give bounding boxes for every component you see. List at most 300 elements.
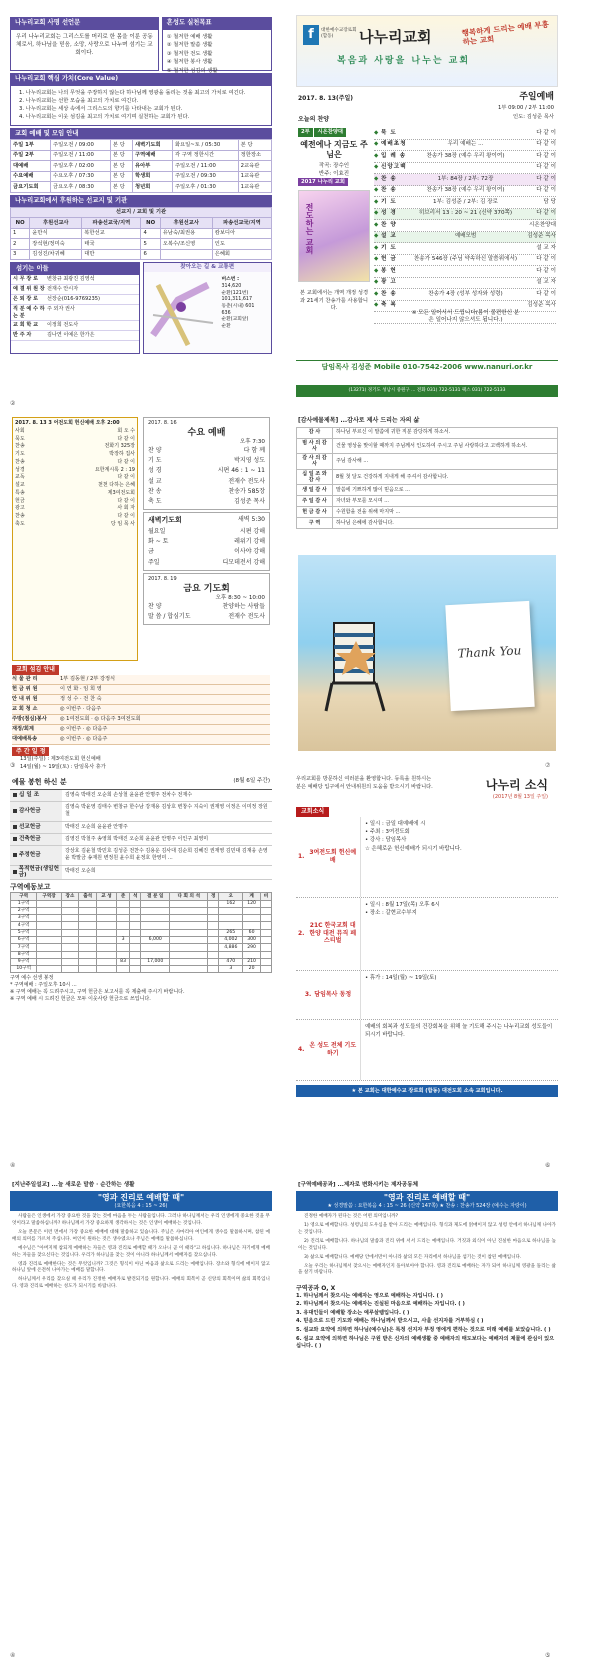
bullet-icon: ◆ [374, 141, 379, 148]
offering-category-label: 주정헌금 [19, 851, 41, 858]
table-cell [117, 966, 130, 973]
order-content: 예배모범 [454, 233, 477, 240]
serving-row [12, 715, 270, 725]
order-leader: 다 같 이 [536, 210, 556, 217]
table-header-cell: 준 [117, 893, 130, 900]
staff-names: 이정희 전도사 [47, 322, 79, 329]
bus-line: 순환 [221, 324, 231, 330]
staff-role: 반 주 자 [13, 332, 32, 339]
service-item: 금 [148, 548, 154, 556]
table-row [297, 427, 558, 438]
table-cell: 주일오후 / 01:30 [172, 182, 238, 193]
offering-category [10, 802, 62, 821]
order-leader: 다 같 이 [536, 290, 556, 297]
service-detail: 시편 46 : 1 ~ 11 [217, 467, 265, 475]
table-cell [260, 937, 271, 944]
table-row [297, 454, 558, 470]
bulletin-page-sermon [10, 1180, 272, 1650]
mission-title: 나누리교회 사명 선언문 [10, 17, 159, 29]
table-cell [61, 951, 79, 958]
service-row [148, 487, 265, 497]
anthem-credits: 작곡: 장수인 반주: 이효진 [318, 163, 350, 177]
table-cell [37, 937, 61, 944]
directions-map [143, 262, 273, 354]
table-cell: 1 [11, 228, 30, 239]
table-cell: 10구역 [11, 966, 37, 973]
table-cell [37, 915, 61, 922]
goal-item: ⑤ 철저한 섬김의 생활 [166, 67, 218, 74]
order-row [374, 289, 556, 301]
serving-row [12, 675, 270, 685]
staff-names: 주 외자 권사 [47, 305, 75, 312]
serving-names: 정 성 수 · 전 찬 숙 [60, 695, 102, 702]
table-cell [170, 907, 208, 914]
service-item: 말 씀 / 합심기도 [148, 612, 191, 620]
table-cell: 4,002 [219, 937, 243, 944]
table-cell [170, 929, 208, 936]
order-item: 찬 양 [381, 221, 397, 228]
table-cell [96, 944, 116, 951]
schedule-row [15, 451, 135, 459]
table-row [11, 966, 272, 973]
church-name: 나누리교회 [359, 28, 432, 46]
table-cell: 470 [219, 958, 243, 965]
table-cell [219, 951, 243, 958]
table-cell [170, 951, 208, 958]
service-row [148, 547, 265, 557]
order-item: 예배초청 [381, 141, 407, 148]
table-cell: 120 [243, 900, 261, 907]
table-cell [243, 922, 261, 929]
table-header-cell: 석 [130, 893, 141, 900]
schedule-item: 설교 [15, 482, 25, 488]
table-cell [141, 944, 170, 951]
news-date: (2017년 8월 13일 주일) [492, 794, 548, 800]
thanks-category: 생 일 감 사 [297, 485, 333, 496]
table-header-cell: NO [11, 218, 30, 229]
order-item: 입 례 송 [381, 152, 407, 159]
news-number: 1. [298, 852, 305, 860]
table-cell [208, 907, 219, 914]
table-header-cell: 파송선교국/지역 [82, 218, 141, 229]
table-cell: 주일오후 / 02:00 [50, 161, 110, 172]
offering-row [10, 866, 272, 881]
schedule-row [15, 505, 135, 513]
offering-category-label: 감사헌금 [19, 807, 41, 814]
staff-names: 전재수 안시자 [47, 285, 79, 292]
table-cell [96, 958, 116, 965]
table-row [11, 239, 272, 250]
table-row [11, 900, 272, 907]
table-cell: 본 당 [110, 161, 132, 172]
table-cell [170, 915, 208, 922]
table-cell: 유아부 [132, 161, 172, 172]
thanks-category: 주 일 감 사 [297, 496, 333, 507]
order-row [374, 140, 556, 152]
table-cell [208, 900, 219, 907]
table-cell: 금요오후 / 08:30 [50, 182, 110, 193]
table-cell [61, 915, 79, 922]
serving-row [12, 695, 270, 705]
order-item: 기 도 [381, 244, 397, 251]
table-cell [79, 907, 97, 914]
service-item: 월요일 [148, 528, 166, 535]
table-cell: 본 당 [238, 140, 271, 151]
church-logo-icon: f [303, 25, 319, 45]
table-cell: 6구역 [11, 937, 37, 944]
lesson-paragraph: 3) 삶으로 예배합니다. 예배당 안에서만이 아니라 삶의 모든 자리에서 하나님을 섬기는 것이 참된 예배입니다. [304, 1254, 522, 1260]
offering-names: 김영숙 박태진 오순희 손상철 윤윤관 안명주 전차수 전재수 [65, 791, 193, 798]
thanks-category: 감 사 [297, 427, 333, 438]
schedule-row [15, 482, 135, 490]
table-cell [117, 922, 130, 929]
order-item: 찬 송 [381, 187, 397, 194]
quiz-item: 1. 하나님께서 찾으시는 예배자는 영으로 예배하는 자입니다. ( ) [296, 1292, 444, 1299]
choir-tag: 2부 [298, 128, 313, 137]
sermon-banner [10, 1191, 272, 1211]
bus-line: 순환(교회앞) [221, 317, 249, 323]
thanks-text: 8월 첫 달도 건강하게 지내게 해 주셔서 감사합니다. [333, 469, 558, 485]
table-cell [130, 966, 141, 973]
schedule-detail: 다 같 이 [117, 513, 135, 519]
offering-names: 김영숙 박윤영 김태수 변창규 한수남 강재용 김상호 변창수 지숙이 권재영 이정은 이미정 장원철 [65, 804, 268, 818]
staff-names: 선장순(016-9769235) [47, 295, 100, 302]
order-leader: 다 같 이 [536, 175, 556, 182]
page-number: ② [10, 400, 16, 407]
order-row [374, 151, 556, 163]
practice-goals [162, 15, 272, 74]
quiz-item: 6. 설교 요약에 의하면 하나님은 구원 받은 신자의 예배생활 중 예배자의 태도보다는 예배자의 제물에 관심이 있으십니다. ( ) [296, 1335, 555, 1350]
table-cell [170, 900, 208, 907]
order-content: 1부: 김성준 / 2부: 김 장로 [433, 198, 498, 205]
table-cell [208, 915, 219, 922]
square-bullet-icon [13, 870, 17, 874]
table-cell [37, 907, 61, 914]
serving-role: 안 내 위 원 [12, 695, 38, 702]
table-cell [37, 958, 61, 965]
offering-category [10, 846, 62, 865]
dawn-time: 새벽 5:30 [238, 516, 265, 524]
mission-statement [10, 15, 159, 71]
table-caption: 선교지 / 교회 및 기관 [11, 207, 272, 218]
offering-row [10, 802, 272, 822]
lesson-head: [구역예배공과] ...제자로 변화시키는 제자공동체 [298, 1182, 418, 1188]
thanks-text: 하나님 부르신 이 말씀에 귀한 직분 감당하게 하소서. [333, 427, 558, 438]
goal-item: ④ 철저한 봉사 생활 [166, 59, 213, 66]
bullet-icon: ◆ [374, 210, 379, 217]
serving-role: 교 회 청 소 [12, 705, 38, 712]
schedule-row [15, 428, 135, 436]
thanks-title: [감사예물제목] ...감사로 제사 드리는 자의 삶 [298, 417, 420, 424]
table-cell [130, 922, 141, 929]
service-row [148, 558, 265, 568]
thanks-category: 감 사 의 감 사 [297, 454, 333, 470]
table-cell: 1교육관 [238, 171, 271, 182]
thanks-text: 자녀와 부모를 모시며 ... [333, 496, 558, 507]
schedule-detail: 당 임 목 사 [110, 520, 135, 527]
news-footer: ★ 본 교회는 대한예수교 장로회 (합동) 대전도회 소속 교회입니다. [296, 1085, 558, 1098]
table-cell [96, 907, 116, 914]
table-cell [141, 951, 170, 958]
bulletin-page-lesson [296, 1180, 558, 1650]
thanks-category: 범 사 의 감 사 [297, 438, 333, 454]
table-cell [208, 937, 219, 944]
table-header-cell: NO [141, 218, 160, 229]
table-header-cell: 정 [208, 893, 219, 900]
mission-text: 우리 나누리교회는 그리스도를 머리로 한 몸을 이룬 공동체로서, 하나님을 믿음, 소망, 사랑으로 나누며 섬기는 교회이다. [16, 33, 153, 57]
table-cell [130, 958, 141, 965]
cover-motto: 복음과 사랑을 나누는 교회 [337, 56, 471, 66]
bus-info [222, 277, 266, 331]
table-cell [79, 922, 97, 929]
offering-names: 박태진 오순희 윤윤관 안명주 [65, 823, 128, 830]
staff-row [11, 295, 139, 305]
friday-prayer [143, 573, 270, 625]
serving-info [12, 665, 270, 772]
table-cell [79, 929, 97, 936]
order-row [374, 128, 556, 140]
sermon-title: "영과 진리로 예배할 때" [97, 1192, 185, 1202]
schedule-detail: 다 같 이 [117, 474, 135, 481]
serving-role: 재정/회계 [12, 725, 34, 732]
order-row [374, 163, 556, 175]
offering-category [10, 790, 62, 801]
news-detail: • 일시 : 금일 대예배에 시 • 주최 : 3여전도회 • 강사 : 담임목사 ☆ 은혜로운 헌신예배가 되시기 바랍니다. [360, 817, 558, 897]
square-bullet-icon [13, 837, 17, 841]
table-row [297, 507, 558, 518]
goal-item: ① 철저한 예배 생활 [166, 33, 213, 40]
table-cell [260, 951, 271, 958]
table-cell [141, 907, 170, 914]
table-row [11, 958, 272, 965]
mission-support-table [10, 207, 272, 261]
table-cell: 6 [141, 249, 160, 260]
table-cell: 김성진/차귀혜 [30, 249, 82, 260]
table-header-row [11, 893, 272, 900]
staff-role: 예 결 위 원 장 [13, 285, 45, 292]
table-row [297, 496, 558, 507]
table-cell: 캄보디아 [212, 228, 271, 239]
news-detail: • 휴가 : 14일(월) ~ 19일(토) [360, 971, 558, 1019]
service-detail: 레위기 강해 [234, 538, 265, 546]
sermon-paragraph: 예수님은 "아버지께 참되게 예배하는 자들은 영과 진리로 예배할 때가 오나니 곧 이 때라"고 하십니다. 하나님은 자기에게 예배하는 자들을 찾으신다는 것입니다. 우리가 하나님을 찾는 것이 아니라 하나님께서 예배자를 찾으십니다. [12, 1245, 270, 1258]
note-line: ※ 구역 예배는 꼭 드려주시고, 구역 헌금은 보고서를 꼭 제출해 주시기 바랍니다. [10, 989, 185, 996]
news-number: 3. [304, 990, 312, 998]
church-address: (13271) 경기도 성남시 중원구 ... 전화 031) 722-5131 팩스 031) 722-5133 [296, 385, 558, 397]
table-cell [61, 900, 79, 907]
table-cell [130, 915, 141, 922]
core-values [10, 85, 272, 126]
table-cell [208, 966, 219, 973]
wed-date: 2017. 8. 16 [148, 420, 177, 426]
schedule-item: 성경 [15, 466, 25, 473]
table-cell [260, 944, 271, 951]
schedule-item: 기도 [15, 451, 25, 457]
order-leader: 다 같 이 [536, 164, 556, 171]
schedule-item: 찬송 [15, 443, 25, 450]
service-row [148, 466, 265, 476]
lesson-paragraph: 1) 영으로 예배합니다. 성령님의 도우심을 받아 드리는 예배입니다. 형식과 제도에 얽매이지 않고 성령 안에서 하나님께 나아가는 것입니다. [298, 1223, 556, 1236]
attendance-table [10, 892, 272, 973]
offering-category-label: 선교헌금 [19, 823, 41, 830]
order-row [374, 186, 556, 198]
table-cell [37, 951, 61, 958]
table-cell: 7구역 [11, 944, 37, 951]
table-cell: 인도 [212, 239, 271, 250]
table-cell: 청년회 [132, 182, 172, 193]
offering-row [10, 822, 272, 834]
table-cell [117, 951, 130, 958]
note-line: ※ 구역 예배 시 드려진 헌금은 모두 이웃사랑 헌금으로 쓰입니다. [10, 996, 151, 1003]
bus-line: 314,620 [221, 283, 242, 289]
year-tag: 2017 나누리 교회 [298, 178, 348, 187]
sermon-ref: (요한복음 4 : 15 ~ 26) [114, 1202, 168, 1209]
offering-row [10, 790, 272, 802]
lesson-ref: ★ 성경말씀 : 요한복음 4 : 15 ~ 26 (신약 147쪽) ★ 찬송 : 찬송가 524장 (예수는 자랑이) [327, 1202, 527, 1209]
table-cell [61, 922, 79, 929]
order-content: 찬송가 38장 (예수 우리 왕이여) [426, 152, 505, 159]
staff-names: 김나연 이예은 한가은 [47, 332, 95, 339]
service-item: 성 경 [148, 467, 162, 475]
table-cell: 2 [11, 239, 30, 250]
table-row [297, 469, 558, 485]
bullet-icon: ◆ [374, 164, 379, 171]
table-row [11, 929, 272, 936]
bullet-icon: ◆ [374, 198, 379, 205]
table-cell: 2교육관 [238, 161, 271, 172]
table-cell: 2구역 [11, 907, 37, 914]
table-cell: 5 [141, 239, 160, 250]
table-cell: 장석현/정미숙 [30, 239, 82, 250]
service-row [148, 477, 265, 487]
serving-info-title: 교회 섬김 안내 [12, 665, 59, 675]
table-cell [141, 929, 170, 936]
order-item: 기 도 [381, 198, 397, 205]
quiz-list [296, 1293, 558, 1351]
schedule-row [15, 459, 135, 467]
table-cell: 290 [243, 944, 261, 951]
table-header-cell: 구역장 [37, 893, 61, 900]
table-cell: 3 [219, 966, 243, 973]
order-leader: 다 같 이 [536, 256, 556, 263]
page-number: ⑦ [545, 762, 551, 769]
thanks-text: 건물 영상을 맞이할 때까지 주님께서 인도하여 주시고 주님 사랑하다고 고백하게 하소서. [333, 438, 558, 454]
service-detail: 다 함 께 [243, 446, 265, 454]
table-cell [243, 951, 261, 958]
bus-line: 순환(121번) [221, 290, 249, 296]
sermon-head: [지난주일설교] ...늘 새로운 말씀 · 순간하는 생활 [12, 1182, 135, 1188]
table-cell [170, 966, 208, 973]
table-cell: 화요일~토 / 05:30 [172, 140, 238, 151]
table-cell: 유남숙/최권용 [160, 228, 212, 239]
table-row [297, 518, 558, 529]
table-cell [208, 922, 219, 929]
table-header-cell: 장소 [61, 893, 79, 900]
table-cell [141, 915, 170, 922]
lesson-body [296, 1211, 558, 1282]
order-content: 찬송가 4장 (성부 성자와 성령) [428, 290, 503, 297]
offering-category [10, 822, 62, 833]
order-leader: 다 같 이 [536, 267, 556, 274]
square-bullet-icon [13, 853, 17, 857]
order-row [374, 278, 556, 290]
table-cell: 주일 2부 [11, 150, 51, 161]
serving-names: ◎ 이번주 · ◎ 다음주 [60, 725, 108, 732]
table-cell [208, 944, 219, 951]
table-row [11, 161, 272, 172]
order-leader: 다 같 이 [536, 152, 556, 159]
table-cell [260, 966, 271, 973]
table-cell [260, 922, 271, 929]
bulletin-page-news [296, 776, 558, 1161]
serving-names: 1부 김동현 / 2부 강정식 [60, 675, 116, 682]
beach-chair-icon [326, 613, 386, 713]
table-cell: 6,000 [141, 937, 170, 944]
staff-role: 은 퇴 장 로 [13, 295, 39, 302]
serving-role: 대예배특송 [12, 735, 38, 742]
bus-line: 101,311,617 [221, 297, 253, 303]
table-cell: 4,886 [219, 944, 243, 951]
thanks-offering-table [296, 427, 558, 530]
core-values-title: 나누리교회 핵심 가치(Core Value) [10, 73, 272, 85]
offering-names: 강상호 김윤철 박민호 김성준 전찬수 김용운 김사대 김순희 김혜진 권재영 김민대 김재웅 손영윤 박말금 송재원 변정원 윤수희 윤정호 한영미 ... [65, 848, 268, 862]
schedule-item: 특송 [15, 489, 25, 496]
table-cell [61, 937, 79, 944]
order-content: 찬송가 38장 (예수 우리 왕이여) [426, 187, 505, 194]
table-row [11, 937, 272, 944]
table-cell [160, 249, 212, 260]
staff-role: 시 무 장 로 [13, 276, 39, 283]
lesson-banner [296, 1191, 558, 1211]
table-cell: 대만 [82, 249, 141, 260]
sermon-body [10, 1211, 272, 1296]
table-row [11, 922, 272, 929]
table-cell [117, 915, 130, 922]
order-row [374, 312, 556, 324]
square-bullet-icon [13, 809, 17, 813]
news-topic-label: 3여전도회 헌신예배 [309, 848, 357, 864]
order-content: ※ 모든 일어서서 드립니다(몸이 불편한신 분은 일어나지 않으셔도 됩니다.) [411, 310, 520, 324]
order-row [374, 220, 556, 232]
table-caption-row [11, 207, 272, 218]
table-header-cell: 후원선교사 [160, 218, 212, 229]
card-text: Thank You [457, 643, 522, 661]
table-cell: 본 당 [110, 150, 132, 161]
table-cell [208, 929, 219, 936]
service-item: 찬 양 [148, 446, 162, 454]
cover-sidebar [298, 128, 370, 356]
news-item [296, 898, 558, 971]
table-cell [130, 929, 141, 936]
table-header-cell: 계 [243, 893, 261, 900]
order-item: 축 복 [381, 302, 397, 309]
schedule-detail: 요한계시록 2 : 19 [94, 466, 135, 473]
service-item: 찬 송 [148, 487, 162, 495]
map-title: 찾아오는 길 & 교통편 [144, 263, 272, 272]
table-cell [170, 922, 208, 929]
table-cell [37, 966, 61, 973]
bullet-icon: ◆ [374, 221, 379, 228]
table-cell [37, 900, 61, 907]
schedule-detail: 다 같 이 [117, 458, 135, 465]
bulletin-date: 2017. 8. 13(주일) [298, 95, 354, 102]
table-header-cell: 오 [219, 893, 243, 900]
staff-row [11, 305, 139, 322]
news-topic-label: 담임목사 동정 [314, 990, 352, 998]
table-cell [61, 907, 79, 914]
page-number: ④ [10, 1652, 16, 1659]
offering-date: (8월 6일 주간) [233, 778, 270, 784]
